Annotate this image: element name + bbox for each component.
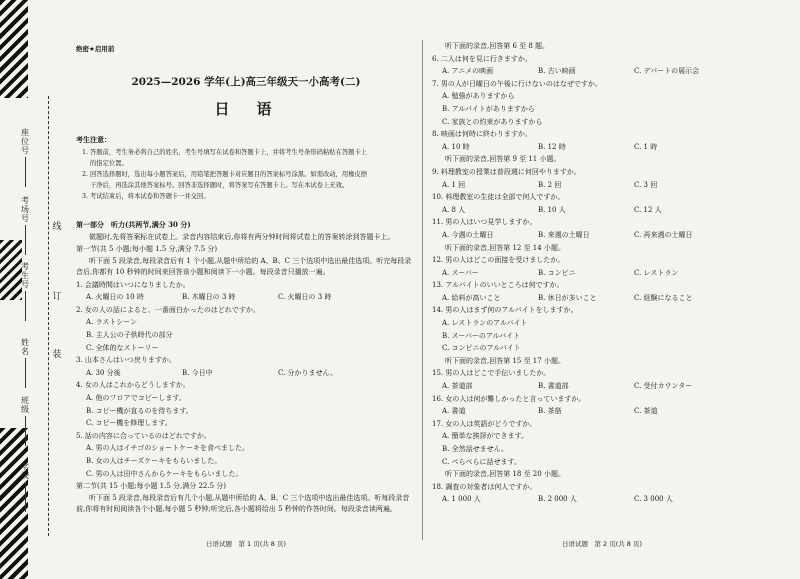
option-12b: B. コンビニ: [538, 268, 576, 277]
question-16: 16. 女の人は何が難しかったと言っていますか。: [432, 394, 586, 403]
question-15: 15. 男の人はどこで手伝いましたか。: [432, 369, 551, 378]
question-18: 18. 調査の対象者は何人ですか。: [432, 482, 537, 491]
binding-stripe-top: [0, 0, 28, 98]
option-7a: A. 勉強がありますから: [442, 92, 515, 101]
question-6-options: [432, 65, 772, 78]
note-2a: 2. 回答选择题时，选出每小题答案后，用铅笔把答题卡对应题目的答案标号涂黑。如需改动，用橡皮擦: [82, 170, 368, 178]
binding-mark-staple: 订: [52, 292, 62, 302]
option-3a: A. 30 分後: [86, 368, 121, 377]
sec1-desc: 听下面 5 段录音,每段录音后有 1 个小题,从题中所给的 A、B、C 三个选项中选出最佳选项。听完每段录音后,你都有 10 秒钟的时间来回答该小题和阅读下一小题。每段录音只播放一遍。: [76, 256, 412, 277]
question-10-options: [432, 204, 772, 217]
option-5c: C. 男の人は田中さんからケーキをもらいました。: [86, 469, 243, 478]
option-18c: C. 3 000 人: [634, 495, 673, 504]
question-11-options: [432, 229, 772, 242]
option-9a: A. 1 回: [442, 180, 466, 189]
option-16c: C. 茶道: [634, 407, 658, 416]
option-15a: A. 茶道部: [442, 382, 473, 391]
question-12-options: [432, 267, 772, 280]
binding-mark-bind: 装: [52, 350, 62, 360]
option-13a: A. 給料が高いこと: [442, 293, 501, 302]
binding-field-id: 考生号: [18, 262, 32, 323]
candidate-notes: [76, 134, 416, 202]
option-4b: B. コピー機が直るのを待ちます。: [86, 406, 193, 415]
question-1: 1. 会議時間はいつになりましたか。: [76, 280, 190, 289]
sec2-heading: 第二节(共 15 小题;每小题 1.5 分,满分 22.5 分): [76, 482, 227, 491]
option-3c: C. 分かりません。: [278, 368, 337, 377]
note-3: 3. 考试结束后，将本试卷和答题卡一并交回。: [82, 192, 210, 200]
option-1c: C. 火曜日の 3 時: [278, 293, 332, 302]
option-2c: C. 全体的なストーリー: [86, 343, 159, 352]
page-footer-1: 日语试题 第 1 页(共 8 页): [205, 540, 287, 548]
note-1a: 1. 答题前，考生务必将自己的姓名、考生号填写在试卷和答题卡上，并将考生号条形码粘贴在答题卡上: [82, 148, 368, 156]
option-9b: B. 2 回: [538, 180, 562, 189]
right-question-flow: [432, 40, 772, 506]
question-1-options: [76, 291, 416, 304]
option-8b: B. 12 時: [538, 142, 566, 151]
note-2b: 干净后，再选涂其他答案标号。回答非选择题时，将答案写在答题卡上。写在本试卷上无效。: [90, 181, 349, 189]
option-8a: A. 10 時: [442, 142, 470, 151]
note-1b: 的指定位置。: [90, 159, 128, 167]
listening-note-1: 听下面的录音,回答第 6 至 8 题。: [445, 42, 550, 50]
exam-title: 2025—2026 学年(上)高三年级天一小高考(二): [131, 76, 361, 88]
option-2b: B. 主人公の子供時代の部分: [86, 331, 173, 340]
option-14a: A. レストランのアルバイト: [442, 319, 528, 328]
part1-heading: 第一部分 听力(共两节,满分 30 分): [76, 220, 191, 229]
part1-desc: 做题时,先将答案标在试卷上。录音内容结束后,你将有两分钟时间将试卷上的答案转涂到答题卡上。: [89, 232, 395, 241]
option-1b: B. 木曜日の 3 時: [182, 293, 236, 302]
binding-field-name: 姓名: [18, 338, 32, 390]
listening-note-4: 听下面的录音,回答第 15 至 17 小题。: [445, 356, 565, 365]
right-page: [432, 0, 772, 579]
question-8-options: [432, 141, 772, 154]
question-17: 17. 女の人は英語がどうですか。: [432, 419, 537, 428]
page-divider: [422, 40, 423, 540]
option-5b: B. 女の人はチーズケーキをもらいました。: [86, 457, 222, 465]
option-3b: B. 今日中: [182, 368, 213, 377]
question-3-options: [76, 367, 416, 380]
listening-note-5: 听下面的录音,回答第 18 至 20 小题。: [445, 470, 565, 479]
option-11b: B. 来週の土曜日: [538, 230, 590, 239]
question-11: 11. 男の人はいつ見学しますか。: [432, 218, 537, 227]
listening-note-2: 听下面的录音,回答第 9 至 11 小题。: [445, 155, 561, 164]
option-6b: B. 古い映画: [538, 67, 576, 76]
binding-field-school: 学校: [18, 462, 32, 514]
option-11a: A. 今週の土曜日: [442, 230, 494, 239]
question-3: 3. 山本さんはいつ戻りますか。: [76, 356, 176, 365]
option-12c: C. レストラン: [634, 268, 679, 277]
question-4: 4. 女の人はこれからどうしますか。: [76, 381, 190, 390]
question-6: 6. 二人は何を見に行きますか。: [432, 54, 532, 63]
question-5: 5. 話の内容に合っているのはどれですか。: [76, 431, 211, 440]
option-6a: A. アニメの映画: [442, 67, 494, 76]
option-17a: A. 簡単な挨拶ができます。: [442, 432, 528, 441]
question-8: 8. 映画は何時に終わりますか。: [432, 130, 532, 139]
option-1a: A. 火曜日の 10 時: [86, 293, 144, 302]
question-13: 13. アルバイトのいいところは何ですか。: [432, 281, 564, 290]
question-14: 14. 男の人はまず何のアルバイトをしますか。: [432, 306, 578, 315]
option-10a: A. 8 人: [442, 205, 466, 214]
option-5a: A. 男の人はイチゴのショートケーキを食べました。: [86, 444, 249, 453]
option-9c: C. 3 回: [634, 180, 658, 189]
sec2-desc: 听下面 5 段录音,每段录音后有几个小题,从题中所给的 A、B、C 三个选项中选出最佳选项。听每段录音前,你将有时间阅读各个小题,每小题 5 秒钟;听完后,各小题将给出 5 秒钟的作答时间。每段录音读两遍。: [76, 493, 410, 514]
question-9: 9. 料理教室の授業は普段週に何回やりますか。: [432, 167, 581, 176]
option-16a: A. 書道: [442, 407, 466, 416]
option-4a: A. 他のフロアでコピーします。: [86, 394, 186, 403]
option-7b: B. アルバイトがありますから: [442, 104, 535, 113]
option-7c: C. 家族との約束がありますから: [442, 117, 543, 126]
binding-field-class: 班级: [18, 396, 32, 448]
page-footer-2: 日语试题 第 2 页(共 8 页): [561, 540, 643, 548]
option-4c: C. コピー機を修理します。: [86, 419, 172, 428]
option-11c: C. 再来週の土曜日: [634, 230, 693, 239]
left-question-flow: [76, 219, 416, 516]
question-12: 12. 男の人はどこの面接を受けましたか。: [432, 256, 565, 265]
binding-field-room: 考场号: [18, 196, 32, 257]
left-page: [76, 0, 416, 579]
question-16-options: [432, 405, 772, 418]
option-15b: B. 書道部: [538, 382, 569, 391]
subject-title: 日 语: [214, 100, 278, 118]
option-10b: B. 10 人: [538, 205, 566, 214]
question-18-options: [432, 493, 772, 506]
listening-note-3: 听下面的录音,回答第 12 至 14 小题。: [445, 243, 565, 252]
option-14c: C. コンビニのアルバイト: [442, 344, 521, 353]
option-17b: B. 全然話せません。: [442, 445, 509, 453]
binding-mark-line: 线: [52, 222, 62, 232]
option-14b: B. スーパーのアルバイト: [442, 331, 521, 340]
option-2a: A. ラストシーン: [86, 318, 138, 327]
option-12a: A. スーパー: [442, 268, 479, 277]
option-10c: C. 12 人: [634, 205, 662, 214]
question-7: 7. 男の人が日曜日の午後に行けないのはなぜですか。: [432, 79, 602, 88]
option-13c: C. 経験になること: [634, 293, 693, 302]
sec1-heading: 第一节(共 5 小题;每小题 1.5 分,满分 7.5 分): [76, 245, 218, 254]
question-9-options: [432, 179, 772, 192]
binding-cut-line: [48, 96, 49, 536]
question-15-options: [432, 380, 772, 393]
option-15c: C. 受付カウンター: [634, 382, 693, 391]
binding-field-seat: 座位号: [18, 128, 32, 189]
option-8c: C. 1 時: [634, 142, 658, 151]
option-16b: B. 茶筋: [538, 407, 562, 416]
notes-heading: 考生注意：: [76, 135, 111, 144]
option-13b: B. 休日が多いこと: [538, 293, 597, 302]
option-18a: A. 1 000 人: [442, 495, 481, 504]
option-18b: B. 2 000 人: [538, 495, 577, 504]
confidential-mark: 绝密★启用前: [76, 45, 115, 53]
question-10: 10. 料理教室の生徒は全部で何人ですか。: [432, 193, 565, 202]
question-13-options: [432, 292, 772, 305]
option-6c: C. デパートの展示会: [634, 67, 700, 76]
option-17c: C. ぺらぺらに話せます。: [442, 457, 521, 466]
question-2: 2. 女の人の話によると、一番面白かったのはどれですか。: [76, 305, 260, 314]
